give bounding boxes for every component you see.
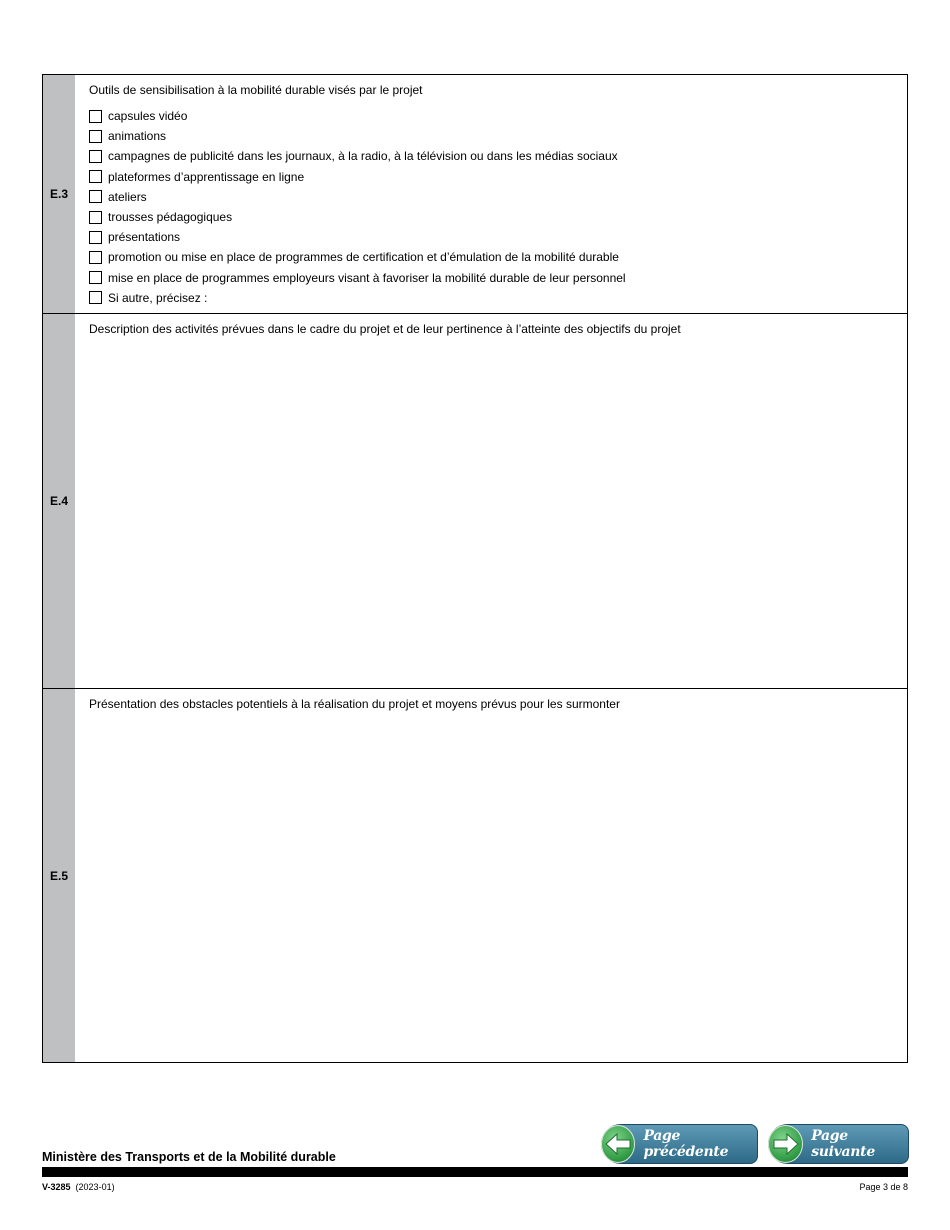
section-title: Présentation des obstacles potentiels à la réalisation du projet et moyens prévus pour les surmonter <box>89 697 620 711</box>
option-presentations[interactable]: présentations <box>89 227 897 247</box>
section-e5 <box>43 688 907 1062</box>
e5-answer-field[interactable] <box>89 720 897 1056</box>
section-content <box>89 321 897 688</box>
option-trousses-pedagogiques[interactable]: trousses pédagogiques <box>89 207 897 227</box>
form-code <box>42 1182 115 1192</box>
section-e3 <box>43 75 907 313</box>
option-promotion-certification[interactable]: promotion ou mise en place de programmes de certification et d’émulation de la mobilité durable <box>89 247 897 267</box>
ministry-name: Ministère des Transports et de la Mobilité durable <box>42 1150 336 1164</box>
section-title: Description des activités prévues dans le cadre du projet et de leur pertinence à l’atteinte des objectifs du projet <box>89 322 681 336</box>
section-content <box>89 82 897 308</box>
next-page-label: Page suivante <box>811 1128 875 1160</box>
arrow-left-icon <box>601 1125 635 1163</box>
arrow-right-icon <box>768 1125 803 1163</box>
option-plateformes-apprentissage[interactable]: plateformes d’apprentissage en ligne <box>89 167 897 187</box>
footer-divider <box>42 1167 908 1177</box>
checkbox[interactable] <box>89 190 102 203</box>
checkbox[interactable] <box>89 130 102 143</box>
section-content <box>89 696 897 1062</box>
option-campagnes-publicite[interactable]: campagnes de publicité dans les journaux, à la radio, à la télévision ou dans les médias sociaux <box>89 146 897 166</box>
section-title: Outils de sensibilisation à la mobilité durable visés par le projet <box>89 83 423 97</box>
option-animations[interactable]: animations <box>89 126 897 146</box>
form-date: (2023-01) <box>75 1182 115 1192</box>
checkbox[interactable] <box>89 211 102 224</box>
section-code: E.3 <box>43 75 75 313</box>
checkbox[interactable] <box>89 170 102 183</box>
next-page-button[interactable] <box>768 1124 909 1164</box>
checkbox[interactable] <box>89 251 102 264</box>
option-autre[interactable]: Si autre, précisez : <box>89 288 897 308</box>
section-code: E.5 <box>43 689 75 1062</box>
page-number: Page 3 de 8 <box>859 1182 908 1192</box>
section-e4 <box>43 313 907 688</box>
checkbox[interactable] <box>89 150 102 163</box>
previous-page-label: Page précédente <box>643 1128 729 1160</box>
checkbox[interactable] <box>89 291 102 304</box>
option-ateliers[interactable]: ateliers <box>89 187 897 207</box>
checkbox[interactable] <box>89 110 102 123</box>
option-programmes-employeurs[interactable]: mise en place de programmes employeurs visant à favoriser la mobilité durable de leur personnel <box>89 268 897 288</box>
option-capsules-video[interactable]: capsules vidéo <box>89 106 897 126</box>
form-table <box>42 74 908 1063</box>
form-number: V-3285 <box>42 1182 71 1192</box>
previous-page-button[interactable] <box>601 1124 758 1164</box>
checkbox[interactable] <box>89 271 102 284</box>
checkbox[interactable] <box>89 231 102 244</box>
e4-answer-field[interactable] <box>89 345 897 682</box>
section-code: E.4 <box>43 314 75 688</box>
